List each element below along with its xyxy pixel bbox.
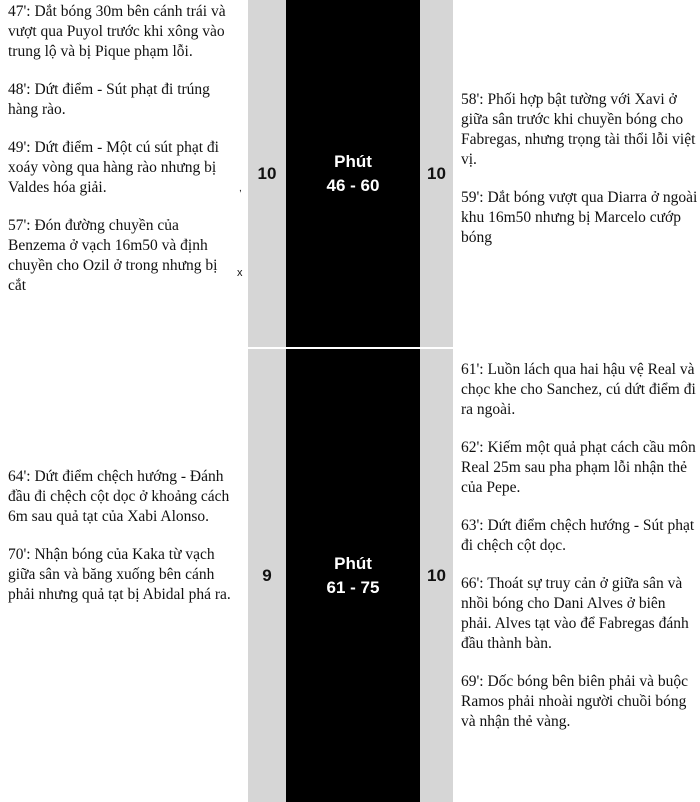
left-player-events (0, 0, 240, 347)
event-70: 70': Nhận bóng của Kaka từ vạch giữa sân và băng xuống bên cánh phải nhưng quả tạt bị Abidal phá ra. (8, 546, 231, 603)
stray-mark: x (237, 267, 243, 279)
event-49: 49': Dứt điểm - Một cú sút phạt đi xoáy vòng qua hàng rào nhưng bị Valdes hóa giải. (8, 139, 219, 196)
period-range: 46 - 60 (326, 175, 380, 195)
right-player-events (453, 0, 700, 347)
period-row-61-75 (0, 347, 700, 802)
event-57: 57': Đón đường chuyền của Benzema ở vạch 16m50 và định chuyền cho Ozil ở trong nhưng bị cắt (8, 217, 218, 294)
right-player-events (453, 347, 700, 802)
period-word: Phút (334, 553, 372, 573)
right-count: 10 (420, 0, 453, 347)
period-range: 61 - 75 (326, 577, 380, 597)
left-count: 10 (248, 0, 286, 347)
event-47: 47': Dắt bóng 30m bên cánh trái và vượt qua Puyol trước khi xông vào trung lộ và bị Pique phạm lỗi. (8, 3, 226, 60)
period-word: Phút (334, 151, 372, 171)
period-row-46-60 (0, 0, 700, 347)
event-64: 64': Dứt điểm chệch hướng - Đánh đầu đi chệch cột dọc ở khoảng cách 6m sau quả tạt của Xabi Alonso. (8, 468, 230, 525)
event-58: 58': Phối hợp bật tường với Xavi ở giữa sân trước khi chuyền bóng cho Fabregas, nhưng trọng tài thổi lỗi việt vị. (461, 91, 696, 168)
left-player-events (0, 347, 240, 802)
event-62: 62': Kiếm một quả phạt cách cầu môn Real 25m sau pha phạm lỗi nhận thẻ của Pepe. (461, 439, 696, 496)
event-61: 61': Luồn lách qua hai hậu vệ Real và chọc khe cho Sanchez, cú dứt điểm đi ra ngoài. (461, 361, 696, 418)
left-count: 9 (248, 347, 286, 802)
period-label (286, 347, 420, 802)
event-69: 69': Dốc bóng bên biên phải và buộc Ramos phải nhoài người chuồi bóng và nhận thẻ vàng. (461, 673, 689, 730)
event-63: 63': Dứt điểm chệch hướng - Sút phạt đi chệch cột dọc. (461, 517, 695, 554)
event-59: 59': Dắt bóng vượt qua Diarra ở ngoài khu 16m50 nhưng bị Marcelo cướp bóng (461, 189, 698, 246)
right-count: 10 (420, 347, 453, 802)
event-66: 66': Thoát sự truy cản ở giữa sân và nhồi bóng cho Dani Alves ở biên phải. Alves tạt vào để Fabregas đánh đầu thành bàn. (461, 575, 689, 652)
event-48: 48': Dứt điểm - Sút phạt đi trúng hàng rào. (8, 81, 210, 118)
period-label (286, 0, 420, 347)
stray-mark: , (239, 183, 242, 194)
